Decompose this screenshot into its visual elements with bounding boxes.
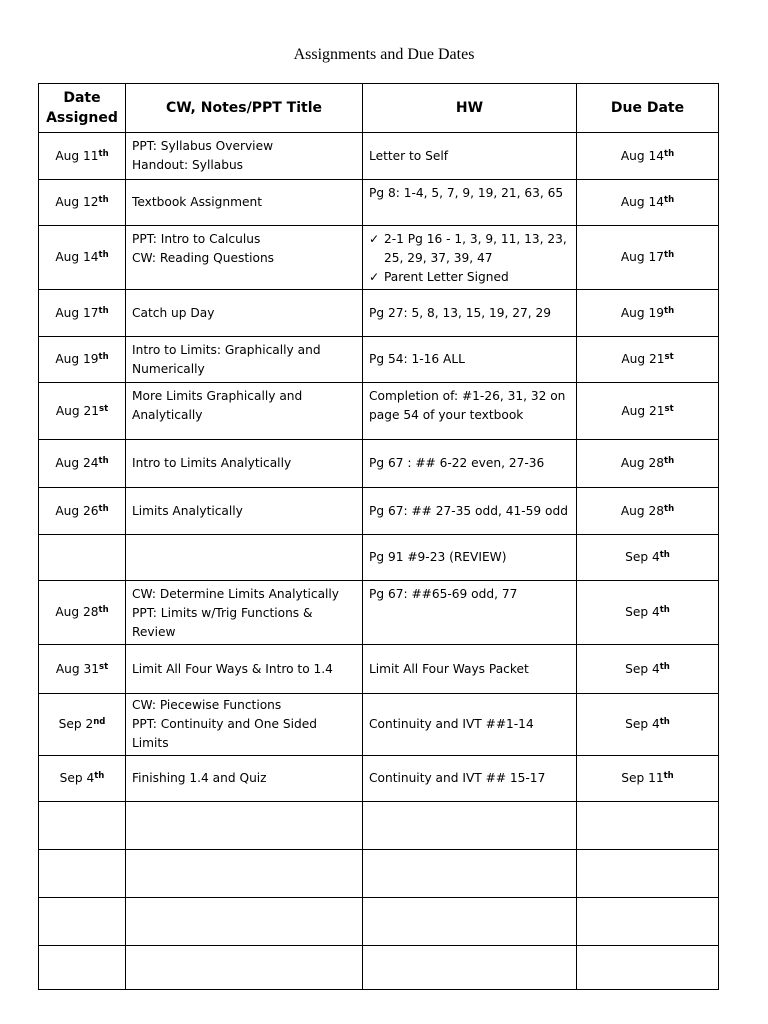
header-row	[39, 84, 719, 133]
date-assigned-cell-suffix: th	[98, 456, 109, 466]
title-cell	[126, 694, 363, 756]
due-date-cell-text: Aug 21	[621, 352, 665, 366]
hw-line: Parent Letter Signed	[384, 270, 509, 284]
date-assigned-cell-text: Aug 11	[55, 148, 99, 163]
date-assigned-cell-text: Aug 28	[55, 605, 99, 619]
header-date-assigned	[39, 84, 126, 133]
date-assigned-cell-text: Sep 4	[59, 771, 95, 785]
title-cell	[126, 535, 363, 581]
title-line: Handout: Syllabus	[132, 158, 244, 172]
document-title: Assignments and Due Dates	[293, 46, 475, 63]
table-row	[39, 898, 719, 946]
date-assigned-cell	[39, 180, 126, 226]
title-line: Limits	[132, 736, 169, 750]
due-date-cell-suffix: th	[664, 305, 675, 316]
due-date-cell	[577, 756, 719, 802]
date-assigned-cell	[39, 488, 126, 535]
table-row	[39, 133, 719, 180]
date-assigned-cell-suffix: th	[98, 352, 109, 362]
hw-line: Pg 8: 1-4, 5, 7, 9, 19, 21, 63, 65	[369, 186, 564, 200]
title-line: Numerically	[132, 361, 205, 376]
date-assigned-cell	[39, 133, 126, 180]
due-date-cell-suffix: th	[659, 661, 670, 672]
title-line: PPT: Syllabus Overview	[132, 139, 274, 153]
title-line: CW: Reading Questions	[132, 251, 275, 265]
due-date-cell	[577, 488, 719, 535]
title-line: Limits Analytically	[132, 503, 243, 518]
table-row	[39, 535, 719, 581]
title-cell	[126, 488, 363, 535]
due-date-cell-suffix: th	[664, 503, 675, 514]
due-date-cell	[577, 290, 719, 337]
hw-cell	[363, 133, 577, 180]
header-date-line2: Assigned	[46, 110, 118, 126]
date-assigned-cell	[39, 756, 126, 802]
table-row	[39, 226, 719, 290]
hw-cell	[363, 290, 577, 337]
due-date-cell	[577, 535, 719, 581]
table-row	[39, 180, 719, 226]
table-row	[39, 383, 719, 440]
date-assigned-cell	[39, 802, 126, 850]
date-assigned-cell	[39, 440, 126, 488]
title-line: CW: Determine Limits Analytically	[132, 587, 340, 601]
date-assigned-cell-text: Sep 2	[58, 717, 94, 731]
title-line: Finishing 1.4 and Quiz	[132, 771, 267, 785]
date-assigned-cell	[39, 226, 126, 290]
due-date-cell-text: Sep 4	[625, 717, 660, 731]
due-date-cell	[577, 180, 719, 226]
due-date-cell-suffix: th	[663, 771, 674, 781]
table-row	[39, 946, 719, 990]
title-line: PPT: Intro to Calculus	[132, 232, 261, 246]
hw-line: Completion of: #1-26, 31, 32 on	[369, 389, 566, 403]
due-date-cell	[577, 337, 719, 383]
date-assigned-cell	[39, 581, 126, 645]
title-cell	[126, 133, 363, 180]
hw-cell	[363, 488, 577, 535]
date-assigned-cell-text: Aug 14	[55, 250, 99, 264]
date-assigned-cell-text: Aug 21	[55, 403, 100, 418]
hw-line: Pg 67 : ## 6-22 even, 27-36	[369, 456, 545, 470]
hw-cell	[363, 180, 577, 226]
due-date-cell-text: Aug 19	[620, 305, 665, 320]
due-date-cell	[577, 226, 719, 290]
date-assigned-cell-text: Aug 31	[55, 661, 100, 676]
date-assigned-cell-text: Aug 26	[55, 503, 99, 518]
table-row	[39, 337, 719, 383]
hw-line: Pg 67: ##65-69 odd, 77	[369, 587, 518, 601]
due-date-cell-text: Aug 14	[620, 148, 665, 163]
date-assigned-cell-suffix: th	[98, 503, 109, 514]
table-row	[39, 581, 719, 645]
hw-cell	[363, 898, 577, 946]
table-row	[39, 850, 719, 898]
title-line: More Limits Graphically and	[132, 389, 303, 403]
date-assigned-cell-suffix: th	[98, 305, 109, 316]
due-date-cell-text: Sep 11	[621, 771, 664, 785]
title-cell	[126, 180, 363, 226]
assignments-table	[38, 83, 719, 990]
due-date-cell	[577, 802, 719, 850]
hw-cell	[363, 850, 577, 898]
title-cell	[126, 383, 363, 440]
hw-line: 2-1 Pg 16 - 1, 3, 9, 11, 13, 23,	[384, 232, 567, 246]
due-date-cell-suffix: th	[664, 456, 675, 466]
title-cell	[126, 581, 363, 645]
date-assigned-cell	[39, 535, 126, 581]
hw-line: Continuity and IVT ##1-14	[369, 717, 534, 731]
date-assigned-cell	[39, 694, 126, 756]
due-date-cell	[577, 383, 719, 440]
hw-check-item	[369, 230, 570, 249]
hw-line: Pg 54: 1-16 ALL	[369, 352, 465, 366]
date-assigned-cell	[39, 946, 126, 990]
due-date-cell-suffix: st	[664, 352, 674, 362]
header-title: CW, Notes/PPT Title	[126, 84, 363, 133]
hw-line: Continuity and IVT ## 15-17	[369, 771, 546, 785]
table-body	[39, 133, 719, 990]
title-cell	[126, 898, 363, 946]
due-date-cell-text: Sep 4	[625, 661, 660, 676]
header-due-date: Due Date	[577, 84, 719, 133]
date-assigned-cell	[39, 383, 126, 440]
title-line: Intro to Limits: Graphically and	[132, 342, 321, 357]
date-assigned-cell-suffix: st	[99, 403, 109, 414]
table-row	[39, 645, 719, 694]
due-date-cell-text: Aug 21	[621, 403, 665, 418]
hw-cell	[363, 645, 577, 694]
title-line: Catch up Day	[132, 305, 215, 320]
checkmark-icon: ✓	[369, 270, 380, 284]
title-cell	[126, 802, 363, 850]
hw-cell	[363, 440, 577, 488]
table-row	[39, 488, 719, 535]
hw-cell	[363, 226, 577, 290]
date-assigned-cell-suffix: th	[98, 148, 109, 159]
date-assigned-cell-suffix: th	[98, 195, 109, 205]
date-assigned-cell	[39, 645, 126, 694]
due-date-cell	[577, 850, 719, 898]
due-date-cell-text: Aug 17	[620, 250, 665, 264]
hw-cell	[363, 337, 577, 383]
table-row	[39, 694, 719, 756]
title-line: Review	[132, 625, 176, 639]
date-assigned-cell-text: Aug 17	[55, 305, 99, 320]
hw-cell	[363, 802, 577, 850]
hw-line: Limit All Four Ways Packet	[369, 661, 529, 676]
hw-cell	[363, 946, 577, 990]
due-date-cell-suffix: th	[659, 550, 670, 560]
hw-cell	[363, 581, 577, 645]
hw-cell	[363, 756, 577, 802]
hw-line: Pg 91 #9-23 (REVIEW)	[369, 550, 507, 564]
date-assigned-cell-text: Aug 19	[55, 352, 99, 366]
due-date-cell-text: Aug 28	[620, 456, 665, 470]
hw-cell	[363, 694, 577, 756]
hw-line: page 54 of your textbook	[369, 408, 524, 422]
due-date-cell	[577, 694, 719, 756]
hw-line: 25, 29, 37, 39, 47	[384, 251, 493, 265]
table-row	[39, 440, 719, 488]
due-date-cell	[577, 645, 719, 694]
due-date-cell-text: Sep 4	[625, 550, 660, 564]
header-date-line1: Date	[63, 90, 101, 106]
title-line: Intro to Limits Analytically	[132, 456, 292, 470]
due-date-cell-suffix: th	[664, 148, 675, 159]
due-date-cell	[577, 133, 719, 180]
title-line: Limit All Four Ways & Intro to 1.4	[132, 661, 333, 676]
hw-line: Pg 27: 5, 8, 13, 15, 19, 27, 29	[369, 305, 551, 320]
hw-cell	[363, 535, 577, 581]
date-assigned-cell	[39, 850, 126, 898]
table-row	[39, 290, 719, 337]
header-hw: HW	[363, 84, 577, 133]
date-assigned-cell-text: Aug 12	[55, 195, 99, 209]
date-assigned-cell	[39, 337, 126, 383]
title-line: CW: Piecewise Functions	[132, 698, 282, 712]
title-cell	[126, 290, 363, 337]
date-assigned-cell-text: Aug 24	[55, 456, 99, 470]
title-cell	[126, 756, 363, 802]
title-cell	[126, 946, 363, 990]
due-date-cell-suffix: th	[664, 195, 675, 205]
date-assigned-cell-suffix: st	[99, 661, 109, 672]
due-date-cell	[577, 946, 719, 990]
date-assigned-cell	[39, 290, 126, 337]
due-date-cell-suffix: th	[659, 717, 670, 727]
date-assigned-cell	[39, 898, 126, 946]
due-date-cell-text: Aug 14	[620, 195, 665, 209]
title-cell	[126, 645, 363, 694]
due-date-cell-suffix: st	[664, 403, 674, 414]
due-date-cell-text: Sep 4	[625, 605, 660, 619]
date-assigned-cell-suffix: th	[94, 771, 105, 781]
due-date-cell	[577, 440, 719, 488]
hw-line: Letter to Self	[369, 148, 449, 163]
title-cell	[126, 337, 363, 383]
due-date-cell-suffix: th	[659, 605, 670, 615]
due-date-cell-suffix: th	[664, 250, 675, 260]
date-assigned-cell-suffix: nd	[93, 717, 106, 727]
title-line: PPT: Continuity and One Sided	[132, 717, 317, 731]
title-line: Analytically	[132, 408, 203, 422]
title-line: PPT: Limits w/Trig Functions &	[132, 606, 313, 620]
hw-cell	[363, 383, 577, 440]
due-date-cell	[577, 898, 719, 946]
due-date-cell-text: Aug 28	[620, 503, 665, 518]
date-assigned-cell-suffix: th	[98, 605, 109, 615]
hw-line: Pg 67: ## 27-35 odd, 41-59 odd	[369, 503, 568, 518]
date-assigned-cell-suffix: th	[98, 250, 109, 260]
title-cell	[126, 226, 363, 290]
title-cell	[126, 850, 363, 898]
table-row	[39, 756, 719, 802]
due-date-cell	[577, 581, 719, 645]
title-line: Textbook Assignment	[132, 195, 262, 209]
title-cell	[126, 440, 363, 488]
checkmark-icon: ✓	[369, 232, 380, 246]
hw-check-item	[369, 268, 570, 287]
table-row	[39, 802, 719, 850]
